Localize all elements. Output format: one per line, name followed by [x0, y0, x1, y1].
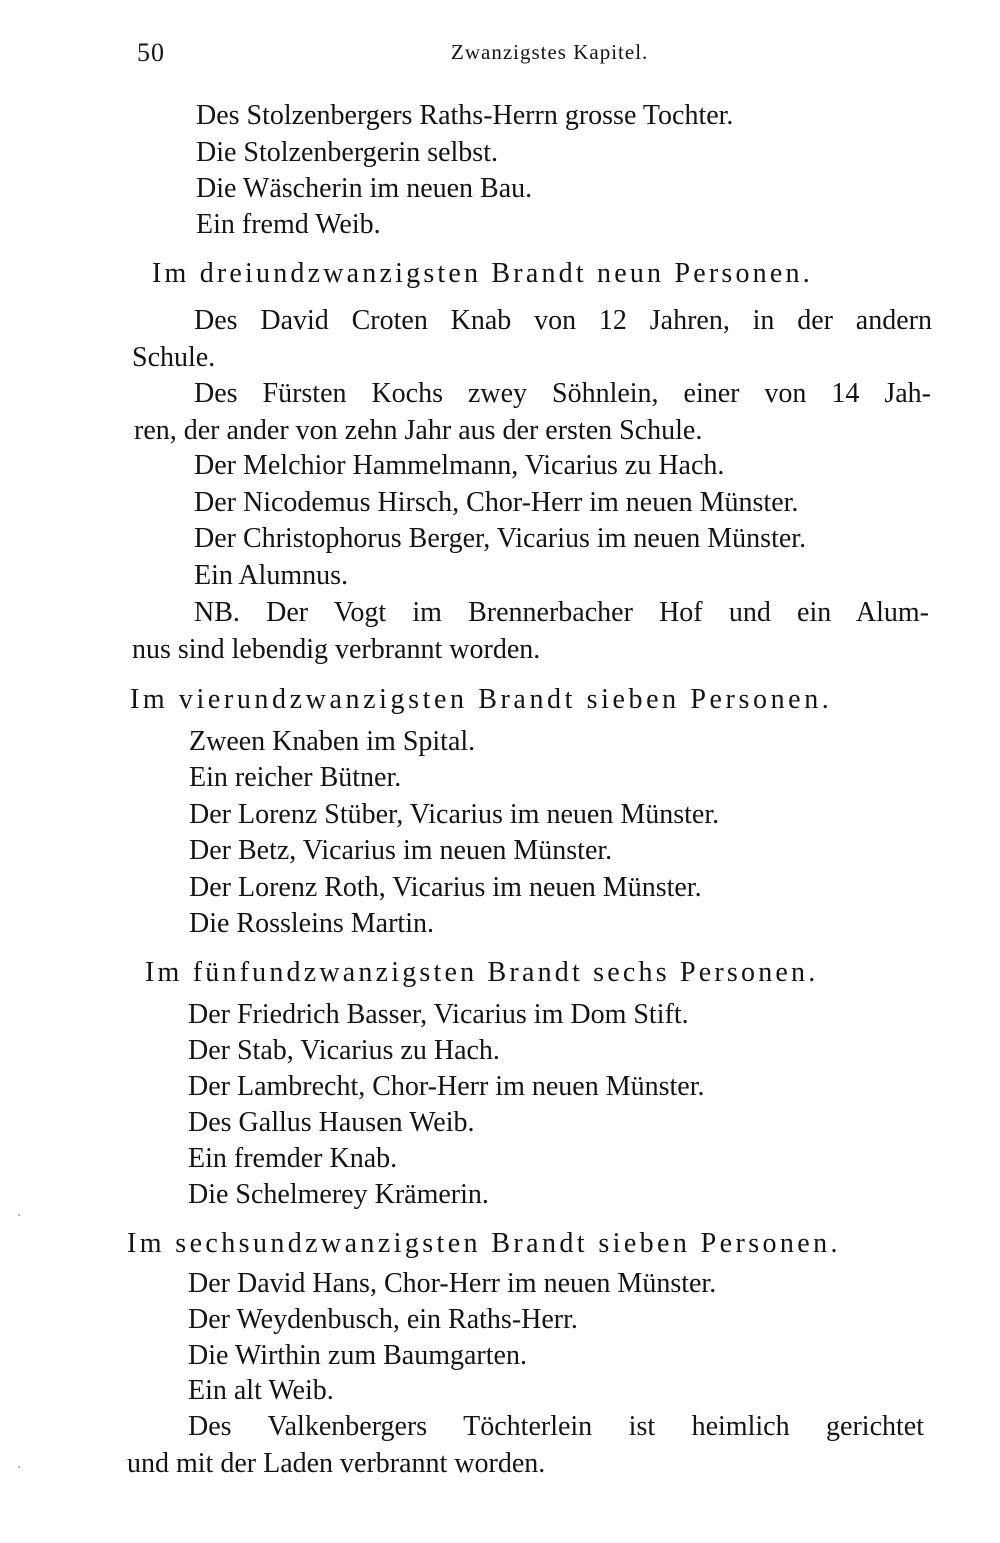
- page-number: 50: [137, 38, 165, 67]
- list-item: Der David Hans, Chor-Herr im neuen Münster.: [188, 1268, 717, 1299]
- list-item: Der Weydenbusch, ein Raths-Herr.: [188, 1304, 578, 1335]
- list-item: Der Lorenz Roth, Vicarius im neuen Münster.: [189, 872, 702, 903]
- running-title: Zwanzigstes Kapitel.: [451, 40, 649, 64]
- list-item: Die Stolzenbergerin selbst.: [196, 137, 498, 168]
- list-item: Der Friedrich Basser, Vicarius im Dom Stift.: [188, 999, 689, 1030]
- section-heading: Im vierundzwanzigsten Brandt sieben Personen.: [130, 684, 833, 715]
- list-item: Der Lorenz Stüber, Vicarius im neuen Münster.: [189, 799, 720, 830]
- list-item: Des Stolzenbergers Raths-Herrn grosse Tochter.: [196, 100, 734, 131]
- list-item: Zween Knaben im Spital.: [189, 726, 476, 757]
- paragraph-line: und mit der Laden verbrannt worden.: [127, 1448, 546, 1479]
- list-item: Der Christophorus Berger, Vicarius im neuen Münster.: [194, 523, 807, 554]
- list-item: Ein fremder Knab.: [188, 1143, 398, 1174]
- paragraph-line: NB. Der Vogt im Brennerbacher Hof und ein Alum-: [194, 597, 929, 628]
- list-item: Die Rossleins Martin.: [189, 908, 434, 939]
- paragraph-line: Des Valkenbergers Töchterlein ist heimlich gerichtet: [188, 1411, 924, 1442]
- list-item: Der Nicodemus Hirsch, Chor-Herr im neuen Münster.: [194, 487, 799, 518]
- list-item: Der Stab, Vicarius zu Hach.: [188, 1035, 500, 1066]
- list-item: Des Gallus Hausen Weib.: [188, 1107, 475, 1138]
- scan-speck: [18, 1214, 20, 1216]
- list-item: Ein reicher Bütner.: [189, 762, 402, 793]
- list-item: Der Melchior Hammelmann, Vicarius zu Hach.: [194, 450, 725, 481]
- paragraph-line: Des Fürsten Kochs zwey Söhnlein, einer von 14 Jah-: [194, 378, 931, 409]
- paragraph-line: Des David Croten Knab von 12 Jahren, in der andern: [194, 305, 932, 336]
- list-item: Die Wirthin zum Baumgarten.: [188, 1340, 527, 1371]
- paragraph-line: Schule.: [132, 342, 216, 373]
- paragraph-line: nus sind lebendig verbrannt worden.: [132, 634, 541, 665]
- list-item: Die Wäscherin im neuen Bau.: [196, 173, 533, 204]
- list-item: Ein Alumnus.: [194, 560, 349, 591]
- paragraph-line: ren, der ander von zehn Jahr aus der ersten Schule.: [134, 415, 703, 446]
- section-heading: Im sechsundzwanzigsten Brandt sieben Personen.: [127, 1228, 841, 1259]
- list-item: Ein alt Weib.: [188, 1375, 334, 1406]
- paragraph: [134, 375, 931, 449]
- list-item: Der Lambrecht, Chor-Herr im neuen Münster.: [188, 1071, 705, 1102]
- scan-speck: [18, 1466, 20, 1468]
- section-heading: Im fünfundzwanzigsten Brandt sechs Personen.: [145, 957, 819, 988]
- paragraph: [132, 302, 932, 376]
- paragraph: [127, 1408, 924, 1482]
- paragraph: [132, 594, 929, 668]
- list-item: Ein fremd Weib.: [196, 209, 381, 240]
- section-heading: Im dreiundzwanzigsten Brandt neun Personen.: [152, 258, 813, 289]
- list-item: Der Betz, Vicarius im neuen Münster.: [189, 835, 613, 866]
- list-item: Die Schelmerey Krämerin.: [188, 1179, 489, 1210]
